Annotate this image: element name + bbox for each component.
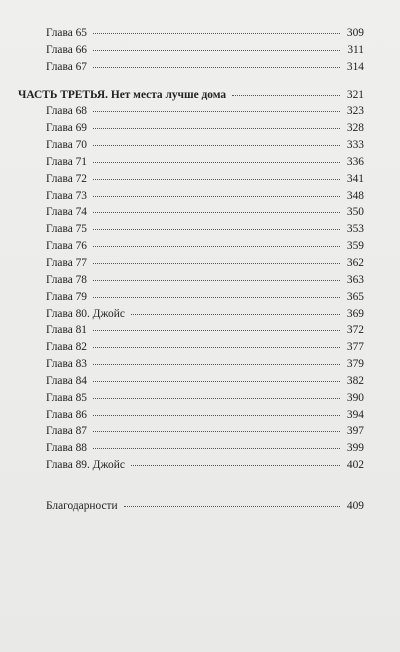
page-number: 353 [346, 223, 364, 236]
dot-leader [93, 228, 340, 230]
toc-entry[interactable] [18, 188, 364, 205]
dot-leader [93, 380, 340, 382]
page-number: 348 [346, 189, 364, 202]
toc-entry[interactable] [18, 171, 364, 188]
page-number: 314 [346, 60, 364, 73]
toc-entry[interactable] [18, 356, 364, 373]
chapter-title: Глава 85 [46, 391, 87, 404]
dot-leader [93, 127, 340, 129]
page-number: 311 [347, 43, 364, 56]
part-subtitle: Нет места лучше дома [110, 88, 227, 101]
chapter-title: Глава 86 [46, 408, 87, 421]
chapter-title: Глава 80. Джойс [46, 307, 125, 320]
chapter-title: Глава 71 [46, 155, 87, 168]
dot-leader [93, 110, 340, 112]
spacer [18, 474, 364, 498]
dot-leader [232, 94, 340, 96]
toc-entry[interactable] [18, 59, 364, 76]
chapter-title: Глава 79 [46, 290, 87, 303]
page-number: 309 [346, 27, 364, 39]
chapter-title: Глава 65 [46, 27, 87, 39]
chapter-title: Глава 67 [46, 60, 87, 73]
toc-entry[interactable] [18, 407, 364, 424]
toc-entry[interactable] [18, 457, 364, 474]
page-number: 379 [346, 358, 364, 371]
toc-entry[interactable] [18, 42, 364, 59]
dot-leader [93, 49, 340, 51]
dot-leader [93, 211, 340, 213]
chapter-title: Глава 69 [46, 122, 87, 135]
dot-leader [131, 313, 340, 315]
chapter-title: Глава 87 [46, 425, 87, 438]
toc-entry[interactable] [18, 221, 364, 238]
chapter-title: Глава 84 [46, 374, 87, 387]
chapter-title: Глава 73 [46, 189, 87, 202]
page-number: 323 [346, 105, 364, 118]
toc-group-part-three [18, 103, 364, 474]
dot-leader [93, 245, 340, 247]
page-number: 390 [346, 391, 364, 404]
page-number: 399 [346, 442, 364, 455]
dot-leader [93, 363, 340, 365]
dot-leader [93, 279, 340, 281]
toc-entry-acknowledgements[interactable] [18, 498, 364, 515]
page-number: 336 [346, 155, 364, 168]
chapter-title: Глава 68 [46, 105, 87, 118]
page-number: 397 [346, 425, 364, 438]
page-number: 365 [346, 290, 364, 303]
spacer [18, 76, 364, 87]
toc-group-part-two-end [18, 25, 364, 76]
chapter-title: Глава 78 [46, 273, 87, 286]
dot-leader [93, 397, 340, 399]
toc-entry[interactable] [18, 306, 364, 323]
page-number: 350 [346, 206, 364, 219]
toc-entry[interactable] [18, 272, 364, 289]
toc-entry[interactable] [18, 103, 364, 120]
dot-leader [93, 346, 340, 348]
dot-leader [93, 447, 340, 449]
toc-part-heading[interactable] [18, 87, 364, 104]
dot-leader [93, 329, 340, 331]
dot-leader [93, 262, 340, 264]
dot-leader [93, 430, 340, 432]
toc-entry[interactable] [18, 390, 364, 407]
chapter-title: Глава 83 [46, 358, 87, 371]
dot-leader [93, 32, 340, 34]
acknowledgements-title: Благодарности [46, 499, 118, 512]
page-number: 372 [346, 324, 364, 337]
page-number: 363 [346, 273, 364, 286]
page-number: 377 [346, 341, 364, 354]
page-number: 333 [346, 139, 364, 152]
toc-entry[interactable] [18, 120, 364, 137]
page-number: 409 [346, 499, 364, 512]
chapter-title: Глава 70 [46, 139, 87, 152]
toc-entry[interactable] [18, 255, 364, 272]
dot-leader [131, 464, 340, 466]
page-number: 359 [346, 240, 364, 253]
toc-entry[interactable] [18, 423, 364, 440]
toc-entry[interactable] [18, 238, 364, 255]
page-number: 328 [346, 122, 364, 135]
dot-leader [93, 66, 340, 68]
part-title [18, 87, 226, 104]
page-number: 362 [346, 256, 364, 269]
chapter-title: Глава 66 [46, 43, 87, 56]
chapter-title: Глава 76 [46, 240, 87, 253]
toc-entry[interactable] [18, 322, 364, 339]
toc-entry[interactable] [18, 154, 364, 171]
page-number: 382 [346, 374, 364, 387]
chapter-title: Глава 82 [46, 341, 87, 354]
dot-leader [93, 414, 340, 416]
chapter-title: Глава 88 [46, 442, 87, 455]
dot-leader [124, 505, 340, 507]
page-number: 394 [346, 408, 364, 421]
chapter-title: Глава 75 [46, 223, 87, 236]
dot-leader [93, 161, 340, 163]
dot-leader [93, 195, 340, 197]
toc-entry[interactable] [18, 440, 364, 457]
page-number: 321 [346, 88, 364, 101]
page-number: 369 [346, 307, 364, 320]
toc-entry[interactable] [18, 289, 364, 306]
page-number: 402 [346, 459, 364, 472]
toc-entry[interactable] [18, 373, 364, 390]
toc-entry[interactable] [18, 25, 364, 42]
toc-entry[interactable] [18, 204, 364, 221]
chapter-title: Глава 77 [46, 256, 87, 269]
dot-leader [93, 178, 340, 180]
part-label: ЧАСТЬ ТРЕТЬЯ. [18, 88, 108, 101]
dot-leader [93, 144, 340, 146]
table-of-contents [18, 25, 364, 515]
chapter-title: Глава 74 [46, 206, 87, 219]
chapter-title: Глава 89. Джойс [46, 459, 125, 472]
dot-leader [93, 296, 340, 298]
chapter-title: Глава 81 [46, 324, 87, 337]
toc-entry[interactable] [18, 137, 364, 154]
toc-entry[interactable] [18, 339, 364, 356]
page-number: 341 [346, 172, 364, 185]
chapter-title: Глава 72 [46, 172, 87, 185]
